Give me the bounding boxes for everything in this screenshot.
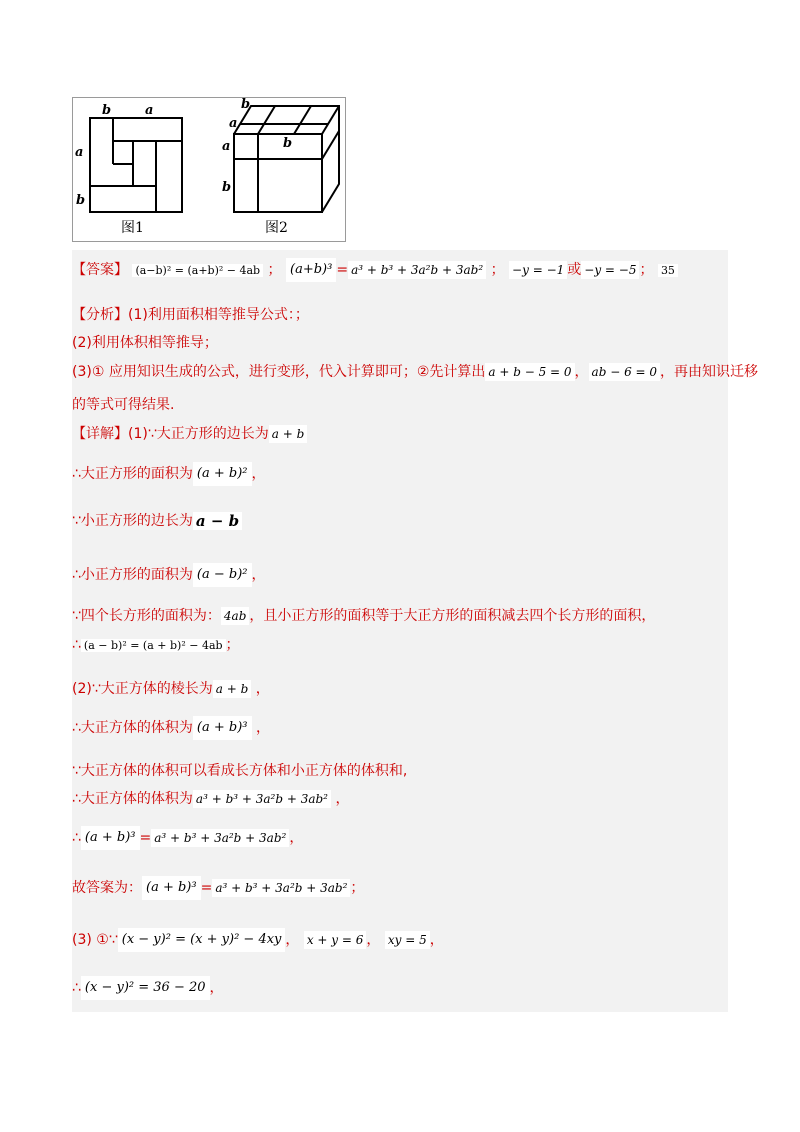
detail-math: a³ + b³ + 3a²b + 3ab² [193,790,331,808]
detail-line-14 [72,976,224,1000]
detail-math: (a + b)³ [81,826,140,850]
detail-math: a − b [193,512,242,530]
detail-math: a³ + b³ + 3a²b + 3ab² [151,829,289,847]
detail-math: a³ + b³ + 3a²b + 3ab² [212,879,350,897]
detail-math: (a + b)³ [142,876,201,900]
answer-label: 【答案】 [72,262,128,278]
detail-math: (a − b)² = (a + b)² − 4ab [81,639,226,652]
detail-line-12 [72,876,364,900]
answer-value: 35 [658,264,678,277]
detail-math: (a − b)² [193,563,252,587]
detail-line-9: ∵大正方体的体积可以看成长方体和小正方体的体积和, [72,763,408,779]
geometry-figure [73,98,345,241]
detail-math: a + b [269,425,308,443]
answer-formula-2-rhs: a³ + b³ + 3a²b + 3ab² [348,261,486,279]
detail-text: (2)∵大正方体的棱长为 [72,681,213,697]
separator: ， [255,681,270,697]
answer-panel [72,250,759,1012]
separator: ， [251,466,266,482]
analysis-line-4: 的等式可得结果. [72,397,175,413]
separator: ； [639,262,654,278]
separator: ； [267,262,282,278]
detail-text: 故答案为： [72,880,142,896]
detail-text: ∴大正方体的体积为 [72,791,193,807]
fig2-label-a-left: a [222,139,231,154]
therefore-symbol: ∴ [72,637,81,653]
detail-math: (x − y)² = (x + y)² − 4xy [118,928,286,952]
analysis-line-1: 【分析】(1)利用面积相等推导公式：； [72,307,309,323]
analysis-line-3 [72,363,758,381]
detail-line-1 [72,425,307,443]
fig1-label-b-top: b [102,103,112,118]
figure-1-square [90,118,182,212]
therefore-symbol: ∴ [72,980,81,996]
equals-sign: = [139,830,152,846]
detail-math: (a + b)³ [193,716,252,740]
analysis-line-2: (2)利用体积相等推导； [72,335,218,351]
detail-line-2 [72,462,266,486]
figure-box [72,97,346,242]
separator: ， [289,830,304,846]
detail-math: a + b [213,680,252,698]
fig1-label-a-left: a [75,145,84,160]
detail-line-3 [72,512,242,530]
detail-math: (a + b)² [193,462,252,486]
fig1-label-b-left: b [76,193,86,208]
detail-text: ∵四个长方形的面积为： [72,608,221,624]
fig2-label-b-top: b [241,98,251,112]
separator: ， [429,932,444,948]
detail-line-10 [72,790,349,808]
fig1-caption: 图1 [121,220,144,236]
figure-2-cube [234,106,339,212]
answer-formula-1: (a−b)² = (a+b)² − 4ab [132,264,263,277]
separator: ， [285,932,300,948]
detail-text: 【详解】(1)∵大正方形的边长为 [72,426,269,442]
separator: ， [209,980,224,996]
detail-math: 4ab [221,607,249,625]
detail-line-13 [72,928,444,952]
answer-line [72,258,678,282]
answer-formula-3: −y = −1 [509,261,567,279]
detail-text: ，且小正方形的面积等于大正方形的面积减去四个长方形的面积， [249,608,656,624]
answer-formula-2: (a+b)³ [286,258,336,282]
separator: ， [255,720,270,736]
answer-formula-4: −y = −5 [581,261,639,279]
equals-sign: = [200,880,213,896]
analysis-formula-1: a + b − 5 = 0 [485,363,574,381]
answer-or: 或 [567,262,582,278]
separator: ， [366,932,381,948]
detail-math: xy = 5 [385,931,430,949]
equals-sign: = [336,262,349,278]
detail-text: (3) ①∵ [72,932,118,948]
separator: ； [225,637,240,653]
fig2-label-a-top: a [229,116,238,131]
separator: ， [335,791,350,807]
detail-line-11 [72,826,303,850]
analysis-line-3-text-a: (3)① 应用知识生成的公式，进行变形，代入计算即可；②先计算出 [72,364,486,380]
separator: ， [251,567,266,583]
analysis-line-3-text-b: ，再由知识迁移 [660,364,759,380]
detail-text: ∴小正方形的面积为 [72,567,193,583]
fig2-label-b-left: b [222,180,232,195]
detail-math: x + y = 6 [304,931,367,949]
detail-math: (x − y)² = 36 − 20 [81,976,210,1000]
analysis-formula-2: ab − 6 = 0 [589,363,660,381]
fig2-label-b-inner: b [283,136,293,151]
detail-line-8 [72,716,270,740]
detail-text: ∴大正方体的体积为 [72,720,193,736]
detail-text: ∴大正方形的面积为 [72,466,193,482]
fig2-caption: 图2 [265,220,288,236]
fig1-label-a-top: a [145,103,154,118]
separator: ； [350,880,365,896]
detail-line-6 [72,636,240,655]
detail-line-4 [72,563,266,587]
detail-line-7 [72,680,270,698]
separator: ； [490,262,505,278]
detail-text: ∵小正方形的边长为 [72,513,193,529]
detail-line-5 [72,607,655,625]
therefore-symbol: ∴ [72,830,81,846]
separator: ， [574,364,589,380]
